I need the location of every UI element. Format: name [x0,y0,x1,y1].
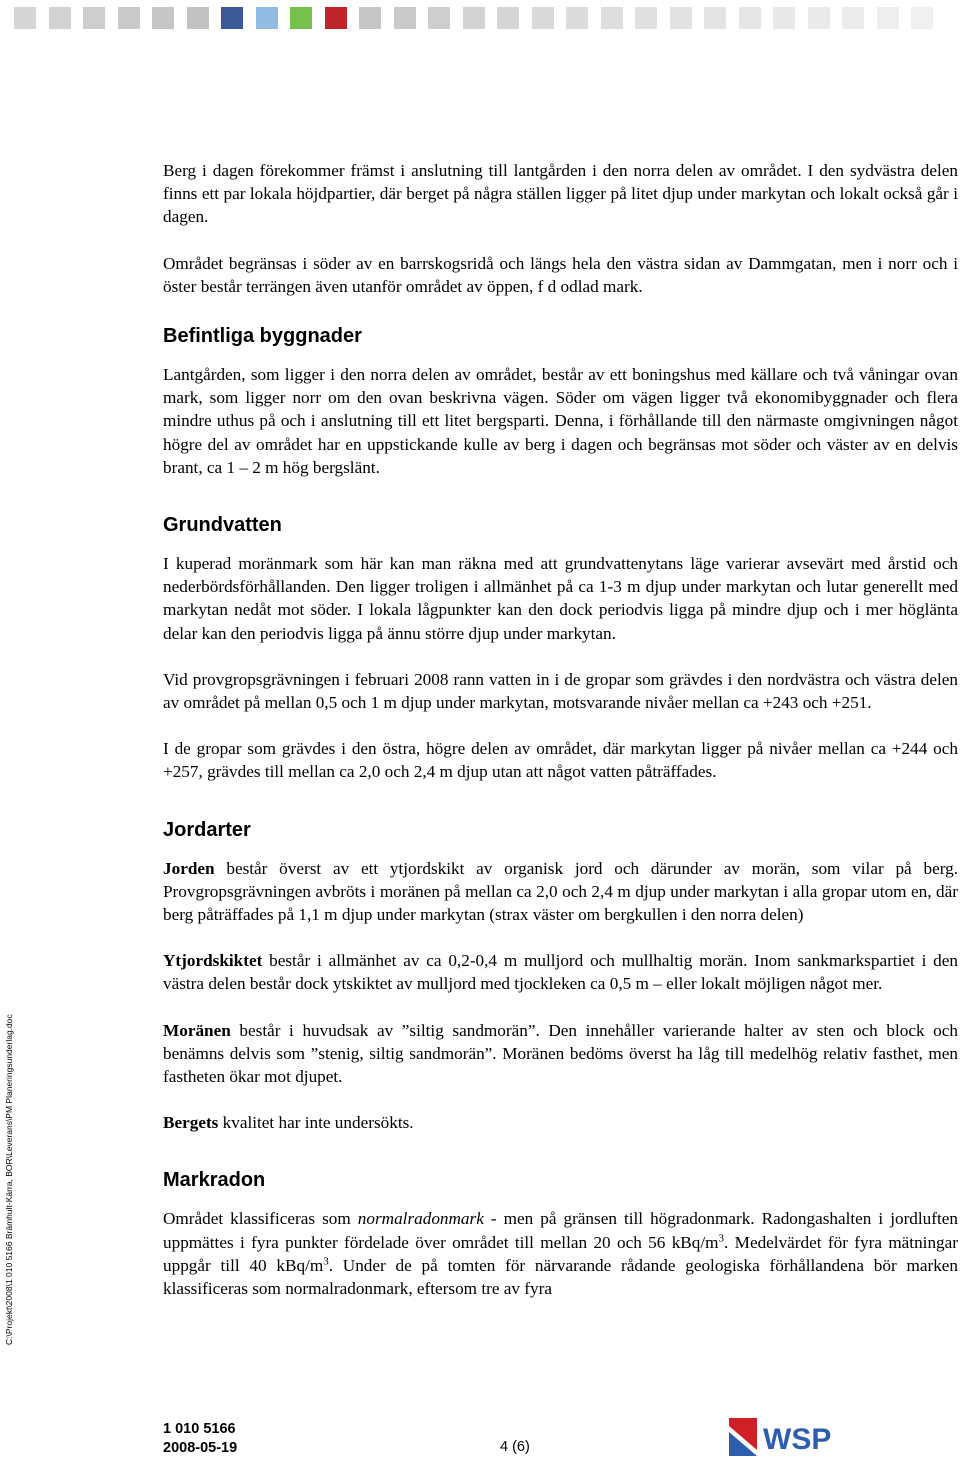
project-number: 1 010 5166 [163,1421,236,1437]
header-square [394,7,416,29]
term-moranen: Moränen [163,1020,231,1040]
logo-text: WSP [763,1423,832,1456]
heading-befintliga-byggnader: Befintliga byggnader [163,325,362,348]
header-square [187,7,209,29]
header-square [670,7,692,29]
header-square [808,7,830,29]
header-square [359,7,381,29]
header-square [49,7,71,29]
header-square [877,7,899,29]
ytjord-text: består i allmänhet av ca 0,2-0,4 m mulljord och mullhaltig morän. Inom sankmarkspartiet i den västra delen består dock ytskiktet av mulljord med tjockleken ca 0,5 m – eller lokalt möjligen något mer. [163,951,958,994]
markradon-text-4: . Under de på tomten för närvarande rådande geologiska förhållandena bör marken klassificeras som normalradonmark, eftersom tre av fyra [163,1255,959,1299]
wsp-logo [727,1416,857,1458]
superscript-3b: 3 [323,1255,329,1268]
term-jorden: Jorden [163,858,215,878]
header-square [635,7,657,29]
header-square [428,7,450,29]
header-square [601,7,623,29]
header-square [83,7,105,29]
bergets-text: kvalitet har inte undersökts. [218,1113,414,1133]
jorden-text: består överst av ett ytjordskikt av organisk jord och därunder av morän, som vilar på berg. Provgropsgrävningen avbröts i moränen på mellan ca 2,0 och 2,4 m djup under markytan i alla gropar utom en, där berg påträffades på 1,1 m djup under markytan (strax väster om bergkullen i den norra delen) [163,858,958,925]
header-square [256,7,278,29]
markradon-text-3: . Medelvärdet för fyra mätningar uppgår till 40 kBq/m [163,1232,958,1275]
moranen-text: består i huvudsak av ”siltig sandmorän”. Den innehåller varierande halter av sten och block och benämns delvis som ”stenig, siltig sandmorän”. Moränen bedöms överst ha låg till medelhög relativ fasthet, men fastheten ökar mot djupet. [163,1020,958,1087]
header-square [532,7,554,29]
term-normalradonmark: normalradonmark [357,1209,484,1229]
heading-markradon: Markradon [163,1169,266,1192]
page-number: 4 (6) [500,1439,530,1455]
document-body [163,159,958,1300]
paragraph-markradon [163,1207,958,1300]
paragraph-ytjordskiktet [163,949,958,995]
header-square [911,7,933,29]
paragraph-berg: Berg i dagen förekommer främst i anslutning till lantgården i den norra delen av området. I den sydvästra delen finns ett par lokala höjdpartier, där berget på några ställen ligger på litet djup under markytan och lokalt också går i dagen. [163,161,958,227]
paragraph-grundvatten-1: I kuperad moränmark som här kan man räkna med att grundvattenytans läge varierar avsevärt med årstid och nederbördsförhållanden. Den ligger troligen i allmänhet på ca 1-3 m djup under markytan och lutar generellt med markytan nedåt mot söder. I lokala lågpunkter kan den dock periodvis ligga på mindre djup och i mer höglänta delar kan den periodvis ligga på ännu större djup under markytan. [163,554,958,643]
heading-jordarter: Jordarter [163,818,251,841]
markradon-text-2: - men på gränsen till högradonmark. Radongashalten i jordluften uppmättes i fyra punkter fördelade över området till mellan 20 och 56 kBq/m [163,1209,958,1252]
superscript-3: 3 [718,1231,725,1244]
heading-grundvatten: Grundvatten [163,514,282,537]
paragraph-jorden [163,857,958,927]
header-square [325,7,347,29]
header-square [704,7,726,29]
document-date: 2008-05-19 [163,1440,238,1456]
footer-info [163,1420,237,1458]
term-bergets: Bergets [163,1113,219,1133]
header-color-bar [0,0,960,34]
header-square [221,7,243,29]
paragraph-grundvatten-3: I de gropar som grävdes i den östra, högre delen av området, där markytan ligger på nivåer mellan ca +244 och +257, grävdes till mellan ca 2,0 och 2,4 m djup utan att något vatten påträffades. [163,739,958,782]
term-ytjordskiktet: Ytjordskiktet [163,951,263,971]
header-square [566,7,588,29]
header-square [842,7,864,29]
paragraph-befintliga: Lantgården, som ligger i den norra delen av området, består av ett boningshus med källare och två våningar ovan mark, som ligger norr om den ovan beskrivna vägen. Söder om vägen ligger två ekonomibyggnader och flera mindre uthus på och i anslutning till ett litet bergsparti. Denna, i förhållande till den närmaste omgivningen något högre del av området har en uppstickande kulle av berg i dagen och begränsas mot söder och väster av en delvis brant, ca 1 – 2 m hög bergslänt. [163,365,958,477]
paragraph-grundvatten-2: Vid provgropsgrävningen i februari 2008 rann vatten in i de gropar som grävdes i den nordvästra och västra delen av området på mellan 0,5 och 1 m djup under markytan, motsvarande nivåer mellan ca +243 och +251. [163,669,958,713]
header-square [497,7,519,29]
header-square [118,7,140,29]
header-square [739,7,761,29]
header-square [290,7,312,29]
paragraph-bergets [163,1111,958,1134]
file-path-label: C:\Projekt\2008\1 010 5166 Brämhult-Kärra, BOR\Leverans\PM Planeringsunderlag.doc [4,1014,14,1345]
header-square [14,7,36,29]
header-square [463,7,485,29]
header-square [152,7,174,29]
paragraph-moranen [163,1019,958,1089]
paragraph-omradet: Området begränsas i söder av en barrskogsridå och längs hela den västra sidan av Dammgatan, men i norr och i öster består terrängen även utanför området av öppen, f d odlad mark. [163,253,958,296]
header-square [773,7,795,29]
markradon-text-1: Området klassificeras som [163,1209,358,1229]
